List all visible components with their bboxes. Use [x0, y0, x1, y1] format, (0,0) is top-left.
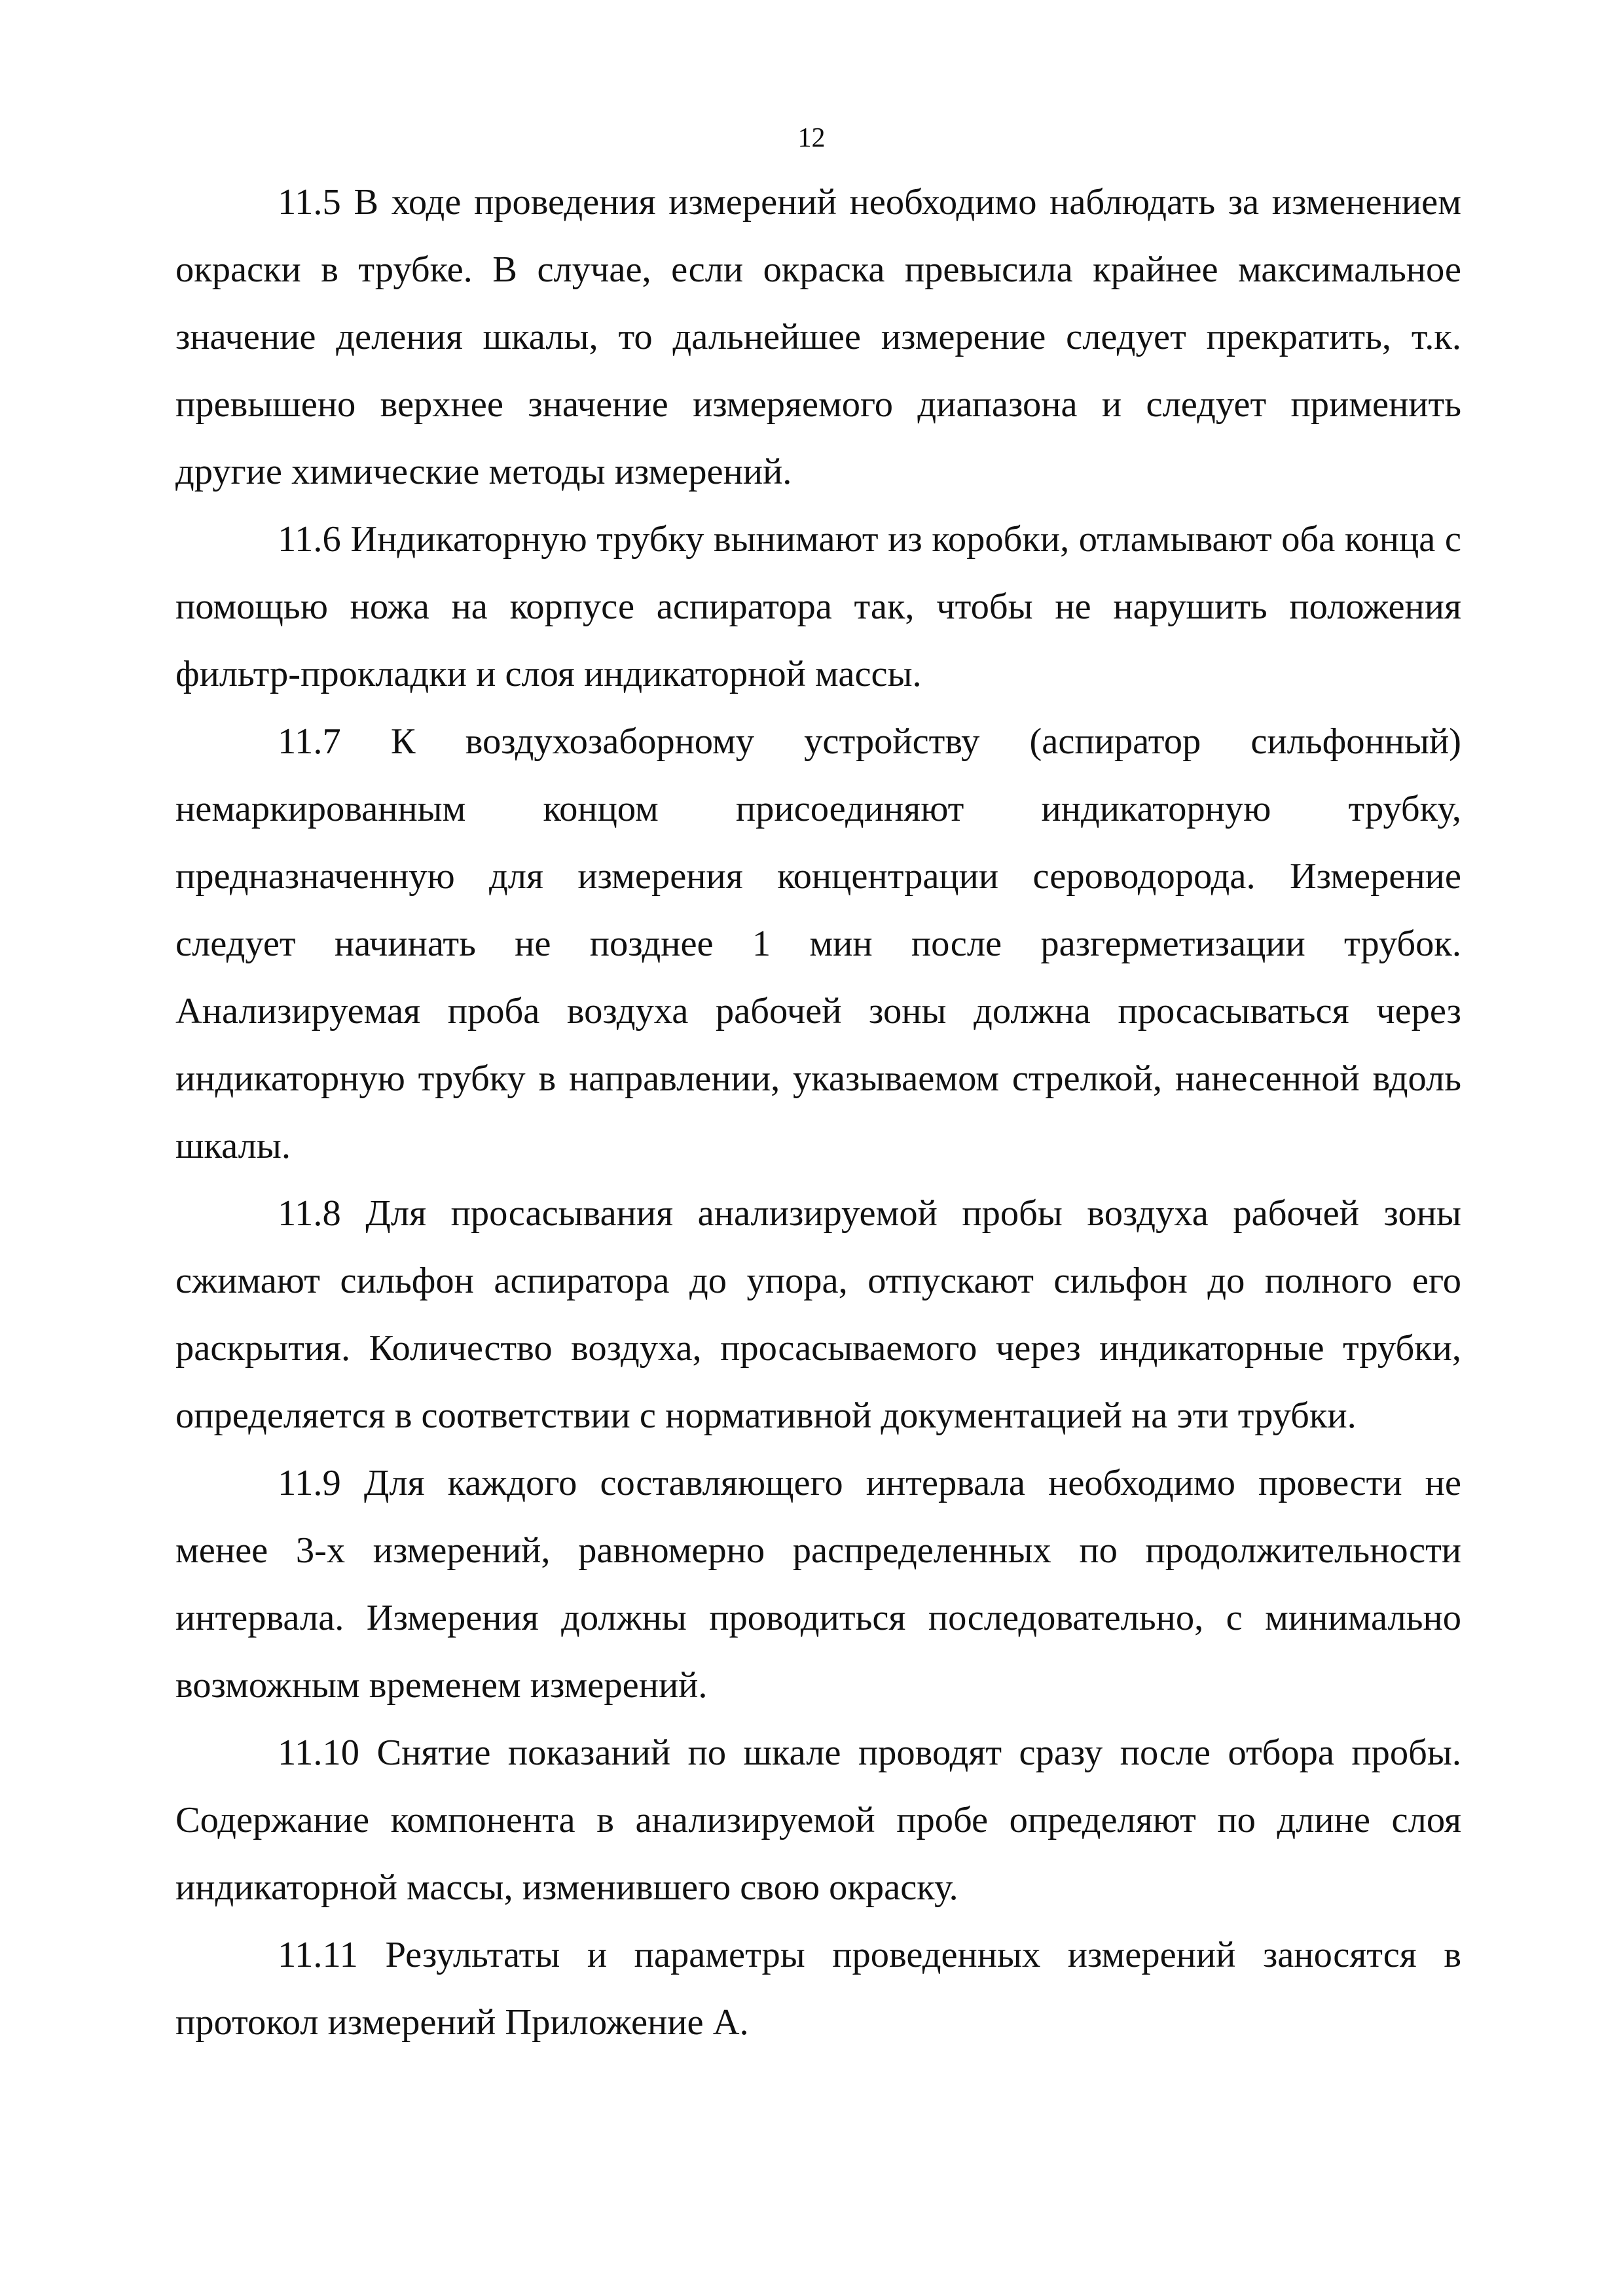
paragraph-11-7: 11.7 К воздухозаборному устройству (аспиратор сильфонный) немаркированным концом присоединяют индикаторную трубку, предназначенную для измерения концентрации сероводорода. Измерение следует начинать не позднее 1 мин после разгерметизации трубок. Анализируемая проба воздуха рабочей зоны должна просасываться через индикаторную трубку в направлении, указываемом стрелкой, нанесенной вдоль шкалы. [175, 721, 1461, 1166]
paragraph-11-6: 11.6 Индикаторную трубку вынимают из коробки, отламывают оба конца с помощью ножа на корпусе аспиратора так, чтобы не нарушить положения фильтр-прокладки и слоя индикаторной массы. [175, 519, 1461, 694]
paragraph-11-11: 11.11 Результаты и параметры проведенных измерений заносятся в протокол измерений Приложение А. [175, 1935, 1461, 2043]
paragraph-11-5: 11.5 В ходе проведения измерений необходимо наблюдать за изменением окраски в трубке. В случае, если окраска превысила крайнее максимальное значение деления шкалы, то дальнейшее измерение следует прекратить, т.к. превышено верхнее значение измеряемого диапазона и следует применить другие химические методы измерений. [175, 182, 1461, 492]
paragraph-11-10: 11.10 Снятие показаний по шкале проводят сразу после отбора пробы. Содержание компонента в анализируемой пробе определяют по длине слоя индикаторной массы, изменившего свою окраску. [175, 1732, 1461, 1908]
page-number: 12 [797, 123, 826, 153]
paragraph-11-8: 11.8 Для просасывания анализируемой пробы воздуха рабочей зоны сжимают сильфон аспиратора до упора, отпускают сильфон до полного его раскрытия. Количество воздуха, просасываемого через индикаторные трубки, определяется в соответствии с нормативной документацией на эти трубки. [175, 1193, 1461, 1436]
page-body [175, 169, 1461, 2056]
paragraph-11-9: 11.9 Для каждого составляющего интервала необходимо провести не менее 3-х измерений, равномерно распределенных по продолжительности интервала. Измерения должны проводиться последовательно, с минимально возможным временем измерений. [175, 1463, 1461, 1706]
